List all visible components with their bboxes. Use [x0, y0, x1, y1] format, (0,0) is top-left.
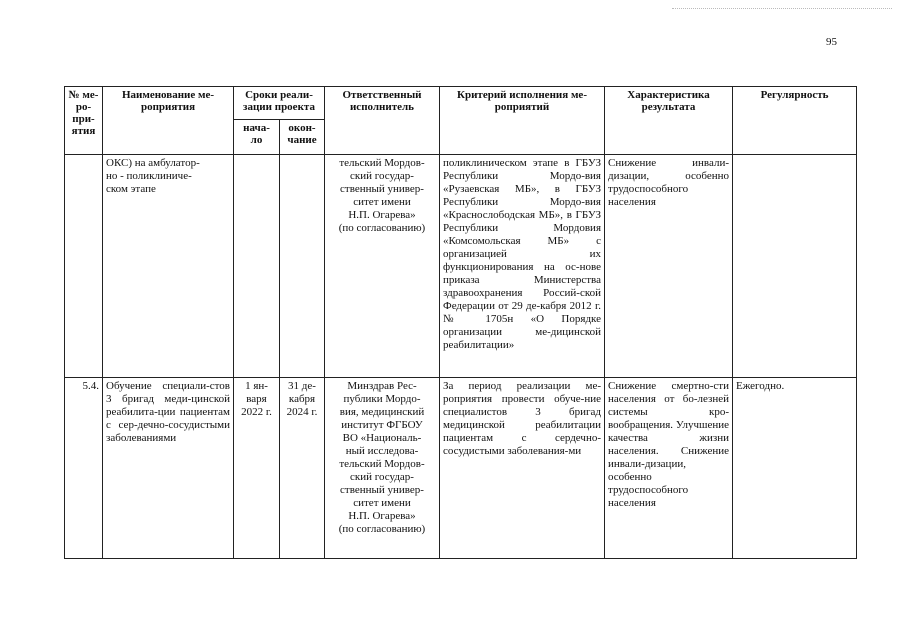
header-regularity: Регулярность — [733, 87, 857, 155]
header-num: № ме- ро- при- ятия — [65, 87, 103, 155]
header-end: окон- чание — [280, 120, 325, 155]
cell-criterion: За период реализации ме-роприятия провести обуче-ние специалистов 3 бригад медицинской реабилитации пациентам с сердечно-сосудистыми заболевания-ми — [440, 378, 605, 559]
cell-regularity — [733, 155, 857, 378]
header-responsible: Ответственный исполнитель — [325, 87, 440, 155]
cell-end — [280, 155, 325, 378]
table-row — [65, 378, 857, 559]
measures-table — [64, 86, 857, 559]
cell-regularity: Ежегодно. — [733, 378, 857, 559]
header-period: Сроки реали- зации проекта — [234, 87, 325, 120]
header-criterion: Критерий исполнения ме- роприятий — [440, 87, 605, 155]
page-number: 95 — [826, 36, 837, 48]
cell-num — [65, 155, 103, 378]
cell-start: 1 ян- варя 2022 г. — [234, 378, 280, 559]
header-result: Характеристика результата — [605, 87, 733, 155]
cell-name: ОКС) на амбулатор- но - поликлиниче- ском этапе — [103, 155, 234, 378]
cell-result: Снижение смертно-сти населения от бо-лезней системы кро-вообращения. Улучшение качества жизни населения. Снижение инвали-дизации, особенно трудоспособного населения — [605, 378, 733, 559]
cell-result: Снижение инвали-дизации, особенно трудоспособного населения — [605, 155, 733, 378]
cell-name: Обучение специали-стов 3 бригад меди-цинской реабилита-ции пациентам с сер-дечно-сосудистыми заболеваниями — [103, 378, 234, 559]
table-row — [65, 155, 857, 378]
header-start: нача- ло — [234, 120, 280, 155]
cell-end: 31 де- кабря 2024 г. — [280, 378, 325, 559]
cell-num: 5.4. — [65, 378, 103, 559]
cell-responsible: Минздрав Рес- публики Мордо- вия, медицинский институт ФГБОУ ВО «Националь- ный исследова- тельский Мордов- ский государ- ственный универ- ситет имени Н.П. Огарева» (по согласованию) — [325, 378, 440, 559]
header-name: Наименование ме- роприятия — [103, 87, 234, 155]
cell-responsible: тельский Мордов- ский государ- ственный универ- ситет имени Н.П. Огарева» (по согласованию) — [325, 155, 440, 378]
scan-artifact — [672, 8, 892, 15]
cell-criterion: поликлиническом этапе в ГБУЗ Республики Мордо-вия «Рузаевская МБ», в ГБУЗ Республики Мордо-вия «Краснослободская МБ», в ГБУЗ Республики Мордовия «Комсомольская МБ» с организацией их функционирования на ос-нове приказа Министерства здравоохранения Россий-ской Федерации от 29 де-кабря 2012 г. № 1705н «О Порядке организации ме-дицинской реабилитации» — [440, 155, 605, 378]
header-row — [65, 87, 857, 120]
cell-start — [234, 155, 280, 378]
